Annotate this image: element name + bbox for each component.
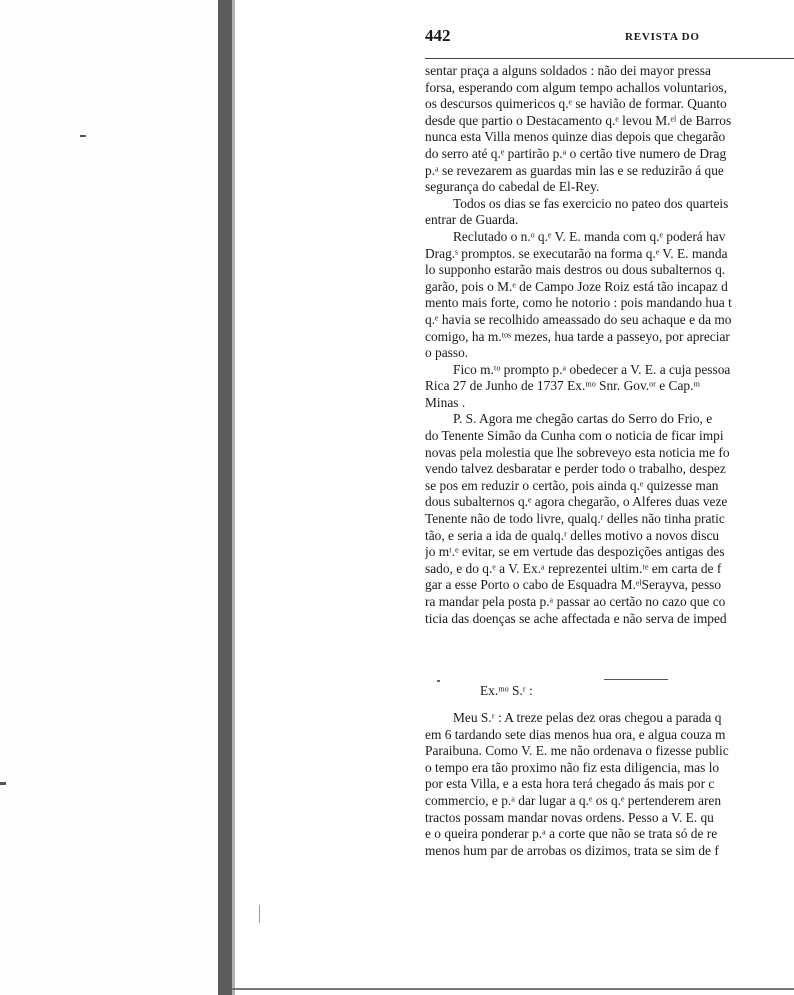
text-line: Reclutado o n.ᵒ q.ᵉ V. E. manda com q.ᵉ poderá hav: [453, 228, 726, 244]
letter-line: tractos possam mandar novas ordens. Pesso a V. E. qu: [425, 809, 714, 825]
text-line: P. S. Agora me chegão cartas do Serro do Frio, e: [453, 411, 713, 427]
text-line: ra mandar pela posta p.ᵃ passar ao certão no cazo que co: [425, 594, 726, 609]
running-head: REVISTA DO: [625, 31, 700, 43]
text-line: comigo, ha m.ᵗᵒˢ mezes, hua tarde a passeyo, por apreciar: [425, 328, 730, 344]
text-line: os descursos quimericos q.ᵉ se havião de formar. Quanto: [425, 96, 727, 112]
scan-speck: [80, 135, 86, 137]
text-line: garão, pois o M.ᵉ de Campo Joze Roiz está tão incapaz d: [425, 278, 728, 294]
scan-bottom-edge: [232, 988, 794, 990]
letter-line: em 6 tardando sete dias menos hua ora, e algua couza m: [425, 726, 726, 742]
text-line: do serro até q.ᵉ partirão p.ᵃ o certão tive numero de Drag: [425, 145, 727, 161]
page-header: [425, 26, 794, 50]
scan-speck: [0, 782, 6, 785]
letter-line: Meu S.ʳ : A treze pelas dez oras chegou a parada q: [453, 710, 722, 725]
letter-line: Paraibuna. Como V. E. me não ordenava o fizesse public: [425, 743, 729, 759]
text-line: gar a esse Porto o cabo de Esquadra M.ᵉˡSerayva, pesso: [425, 577, 722, 593]
text-line: desde que partio o Destacamento q.ᵉ levou M.ᵉˡ de Barros: [425, 112, 732, 128]
text-line: do Tenente Simão da Cunha com o noticia de ficar impi: [425, 428, 724, 444]
scan-speck: [437, 680, 440, 682]
text-line: Drag.ˢ promptos. se executarão na forma q.ᵉ V. E. manda: [425, 245, 728, 261]
text-line: lo supponho estarão mais destros ou dous subalternos q.: [425, 262, 726, 278]
text-line: q.ᵉ havia se recolhido ameassado do seu achaque e da mo: [425, 311, 732, 327]
text-line: p.ᵃ se revezarem as guardas min las e se reduzirão á que: [425, 162, 724, 178]
text-line: se pos em reduzir o certão, pois ainda q.ᵉ quizesse man: [425, 477, 719, 493]
letter-line: menos hum par de arrobas os dizimos, trata se sim de f: [425, 842, 719, 858]
text-line: jo mᵗ.ᵉ evitar, se em vertude das despozições antigas des: [425, 544, 725, 560]
letter-salutation: Ex.ᵐᵒ S.ʳ :: [480, 683, 533, 698]
text-line: novas pela molestia que lhe sobreveyo esta noticia me fo: [425, 444, 730, 460]
text-line: segurança do cabedal de El-Rey.: [425, 179, 600, 195]
text-line: nunca esta Villa menos quinze dias depois que chegarão: [425, 129, 726, 145]
book-gutter: [218, 0, 232, 995]
letter-line: o tempo era tão proximo não fiz esta diligencia, mas lo: [425, 759, 720, 775]
left-page-margin: [0, 0, 218, 995]
letter-line: commercio, e p.ᵃ dar lugar a q.ᵉ os q.ᵉ pertenderem aren: [425, 792, 722, 808]
letter-line: e o queira ponderar p.ᵃ a corte que não se trata só de re: [425, 826, 718, 842]
text-line: Tenente não de todo livre, qualq.ʳ delles não tinha pratic: [425, 511, 725, 527]
text-line: tão, e seria a ida de qualq.ʳ delles motivo a novos discu: [425, 527, 720, 543]
text-line: entrar de Guarda.: [425, 212, 519, 228]
section-divider: [604, 679, 668, 680]
text-line: Minas .: [425, 394, 466, 410]
letter-line: por esta Villa, e a esta hora terá chegado ás mais por c: [425, 776, 715, 792]
text-line: ticia das doenças se ache affectada e não serva de imped: [425, 610, 727, 626]
text-line: forsa, esperando com algum tempo achallos voluntarios,: [425, 79, 727, 95]
text-line: Fico m.ᵗᵒ prompto p.ᵃ obedecer a V. E. a cuja pessoa: [453, 361, 731, 377]
body-text: [425, 63, 794, 627]
header-rule: [425, 58, 794, 59]
gutter-edge: [232, 0, 235, 995]
scan-speck: [259, 905, 260, 923]
text-line: sentar praça a alguns soldados : não dei mayor pressa: [425, 63, 711, 78]
text-line: Rica 27 de Junho de 1737 Ex.ᵐᵒ Snr. Gov.ᵒʳ e Cap.ᵐ: [425, 378, 701, 394]
text-line: dous subalternos q.ᵉ agora chegarão, o Alferes duas veze: [425, 494, 728, 510]
text-line: sado, e do q.ᵉ a V. Ex.ᵃ reprezentei ultim.ᵗᵉ em carta de f: [425, 560, 722, 576]
text-line: vendo talvez desbaratar e perder todo o trabalho, despez: [425, 461, 726, 477]
text-line: Todos os dias se fas exercicio no pateo dos quarteis: [453, 195, 729, 211]
page-number: 442: [425, 26, 451, 45]
text-line: mento mais forte, como he notorio : pois mandando hua t: [425, 295, 732, 311]
letter-text: [425, 710, 794, 859]
text-line: o passo.: [425, 345, 469, 361]
